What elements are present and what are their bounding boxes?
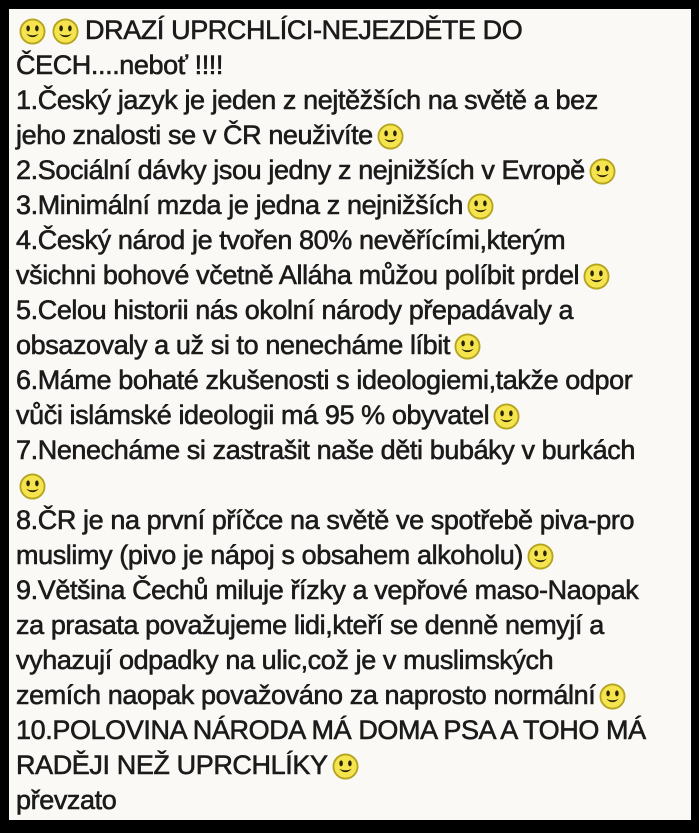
- text-line-content: 6.Máme bohaté zkušenosti s ideologiemi,takže odpor: [16, 365, 633, 395]
- smiley-face-icon: [493, 403, 520, 430]
- text-line-content: 10.POLOVINA NÁRODA MÁ DOMA PSA A TOHO MÁ: [16, 715, 646, 745]
- text-line-content: převzato: [16, 785, 117, 815]
- text-line-content: 2.Sociální dávky jsou jedny z nejnižších v Evropě: [16, 155, 585, 185]
- text-line-content: ČECH....neboť !!!!: [16, 50, 224, 80]
- text-line-content: obsazovaly a už si to nenecháme líbit: [16, 330, 450, 360]
- text-line-content: RADĚJI NEŽ UPRCHLÍKY: [16, 750, 328, 780]
- smiley-face-icon: [599, 683, 626, 710]
- text-line-content: 5.Celou historii nás okolní národy přepadávaly a: [16, 295, 574, 325]
- text-line: [16, 748, 687, 783]
- text-line: [16, 48, 687, 83]
- text-line-content: 3.Minimální mzda je jedna z nejnižších: [16, 190, 464, 220]
- text-line-content: vůči islámské ideologii má 95 % obyvatel: [16, 400, 490, 430]
- text-line-content: 1.Český jazyk je jeden z nejtěžších na světě a bez: [16, 85, 598, 115]
- text-line-content: za prasata považujeme lidi,kteří se denně nemyjí a: [16, 610, 604, 640]
- text-line: [16, 223, 687, 258]
- text-line: [16, 608, 687, 643]
- smiley-face-icon: [467, 193, 494, 220]
- smiley-face-icon: [527, 543, 554, 570]
- text-line-content: muslimy (pivo je nápoj s obsahem alkoholu): [16, 540, 523, 570]
- text-line: [16, 468, 687, 503]
- text-line: [16, 713, 687, 748]
- text-line: [16, 643, 687, 678]
- smiley-face-icon: [583, 263, 610, 290]
- smiley-face-icon: [19, 18, 46, 45]
- text-line-content: všichni bohové včetně Alláha můžou políbit prdel: [16, 260, 580, 290]
- text-line: [16, 13, 687, 48]
- text-line: [16, 153, 687, 188]
- smiley-face-icon: [52, 18, 79, 45]
- text-line: [16, 328, 687, 363]
- text-line-content: jeho znalosti se v ČR neuživíte: [16, 120, 373, 150]
- text-line-content: 8.ČR je na první příčce na světě ve spotřebě piva-pro: [16, 505, 635, 535]
- smiley-face-icon: [454, 333, 481, 360]
- text-line-content: 4.Český národ je tvořen 80% nevěřícími,kterým: [16, 225, 566, 255]
- text-line: [16, 293, 687, 328]
- text-line-content: 7.Nenecháme si zastrašit naše děti bubáky v burkách: [16, 435, 635, 465]
- smiley-face-icon: [377, 123, 404, 150]
- text-line: [16, 363, 687, 398]
- text-line: [16, 258, 687, 293]
- text-line: [16, 573, 687, 608]
- text-line: [16, 118, 687, 153]
- smiley-face-icon: [589, 158, 616, 185]
- smiley-face-icon: [19, 473, 46, 500]
- text-line: [16, 83, 687, 118]
- text-line: [16, 783, 687, 818]
- text-line: [16, 433, 687, 468]
- text-line: [16, 398, 687, 433]
- smiley-face-icon: [332, 753, 359, 780]
- text-line-content: vyhazují odpadky na ulic,což je v muslimských: [16, 645, 554, 675]
- text-line-content: DRAZÍ UPRCHLÍCI-NEJEZDĚTE DO: [85, 15, 523, 45]
- text-line: [16, 678, 687, 713]
- post-body: [9, 9, 691, 818]
- text-line: [16, 538, 687, 573]
- text-line-content: 9.Většina Čechů miluje řízky a vepřové maso-Naopak: [16, 575, 639, 605]
- text-line: [16, 503, 687, 538]
- text-line-content: zemích naopak považováno za naprosto normální: [16, 680, 596, 710]
- text-line: [16, 188, 687, 223]
